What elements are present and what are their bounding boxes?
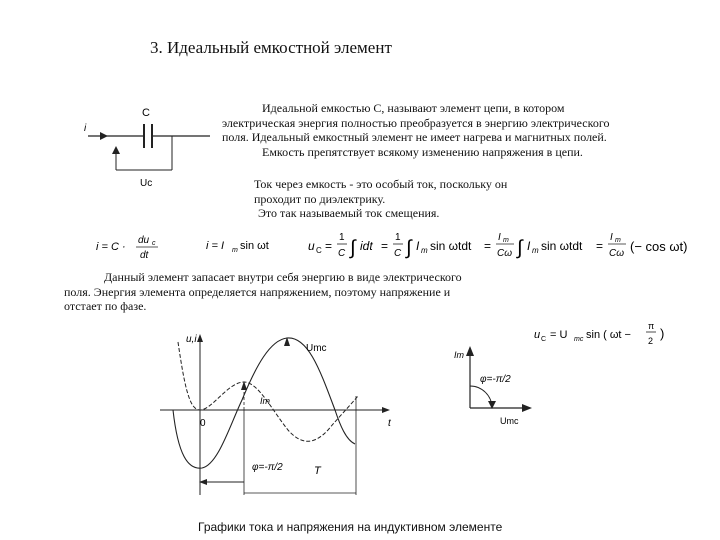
intro-line-3: поля. Идеальный емкостный элемент не имеет нагрева и магнитных полей. — [222, 130, 607, 144]
phasor-diagram — [450, 338, 570, 438]
svg-text:∫: ∫ — [517, 237, 523, 259]
svg-text:I: I — [416, 239, 420, 253]
svg-text:sin ( ωt −: sin ( ωt − — [586, 329, 631, 341]
capacitor-circuit-diagram — [60, 100, 230, 195]
svg-text:2: 2 — [648, 336, 654, 346]
formula-current-sin-graphic — [206, 236, 286, 256]
svg-text:Cω: Cω — [497, 248, 513, 259]
svg-text:Cω: Cω — [609, 248, 625, 259]
svg-text:): ) — [660, 326, 665, 341]
svg-text:∫: ∫ — [350, 237, 356, 259]
voltage-arrow-icon — [112, 146, 120, 154]
slide-title: 3. Идеальный емкостной элемент — [150, 38, 392, 57]
svg-text:m: m — [232, 247, 238, 254]
storage-line-1: Данный элемент запасает внутри себя энергию в виде электрического — [104, 270, 462, 284]
displacement-line-1: Ток через емкость - это особый ток, поскольку он — [254, 177, 508, 191]
svg-text:I: I — [610, 232, 613, 243]
waveform-period-label: T — [314, 465, 321, 477]
waveform-phase-label: φ=-π/2 — [252, 462, 283, 473]
svg-text:idt: idt — [360, 239, 373, 253]
svg-text:sin ωtdt: sin ωtdt — [430, 239, 472, 253]
waveform-voltage-label: Umc — [306, 343, 327, 354]
figure-caption: Графики тока и напряжения на индуктивном элементе — [198, 520, 503, 534]
intro-line-2: электрическая энергия полностью преобразуется в энергию электрического — [222, 115, 610, 130]
svg-text:1: 1 — [395, 232, 401, 243]
svg-text:i = I: i = I — [206, 240, 225, 252]
svg-text:m: m — [615, 237, 621, 244]
svg-text:∫: ∫ — [406, 237, 412, 259]
voltage-label: Uc — [140, 178, 153, 189]
svg-text:1: 1 — [339, 232, 345, 243]
displacement-paragraph — [254, 177, 574, 221]
svg-text:=: = — [596, 239, 604, 253]
svg-text:u: u — [534, 329, 541, 341]
intro-line-1: Идеальной емкостью С, называют элемент цепи, в котором — [262, 101, 565, 115]
formula-voltage-integral-graphic — [308, 228, 708, 262]
storage-paragraph — [64, 270, 526, 314]
waveform-graph — [150, 330, 400, 500]
svg-text:C: C — [541, 336, 547, 343]
formula-current-sin — [206, 236, 286, 261]
svg-text:m: m — [503, 237, 509, 244]
intro-paragraph — [222, 101, 684, 159]
waveform-current-label: Im — [260, 396, 270, 406]
svg-text:sin ωt: sin ωt — [240, 240, 269, 252]
phase-angle-arc — [470, 386, 492, 408]
svg-text:i = C ·: i = C · — [96, 241, 126, 253]
phasor-angle-label: φ=-π/2 — [480, 374, 511, 385]
svg-text:dt: dt — [140, 250, 149, 261]
svg-text:I: I — [527, 239, 531, 253]
waveform-origin-label: 0 — [200, 418, 206, 429]
svg-text:I: I — [498, 232, 501, 243]
phasor-voltage-label: Umc — [500, 416, 519, 426]
svg-text:π: π — [648, 321, 655, 331]
displacement-line-2: проходит по диэлектрику. — [254, 191, 386, 206]
waveform-x-axis-arrow-icon — [382, 407, 390, 413]
svg-text:C: C — [394, 248, 402, 259]
svg-text:=: = — [484, 239, 492, 253]
svg-text:= U: = U — [550, 329, 568, 341]
storage-line-3: отстает по фазе. — [64, 299, 147, 313]
svg-text:C: C — [338, 248, 346, 259]
svg-text:du: du — [138, 235, 150, 246]
storage-line-2: поля. Энергия элемента определяется напряжением, поэтому напряжение и — [64, 284, 451, 299]
svg-text:=: = — [325, 239, 333, 253]
svg-text:c: c — [152, 240, 156, 247]
voltage-phasor-arrow-icon — [522, 404, 532, 412]
svg-text:(− cos ωt): (− cos ωt) — [630, 239, 688, 254]
svg-text:mc: mc — [574, 336, 584, 343]
svg-text:m: m — [421, 246, 428, 255]
current-phasor-arrow-icon — [466, 346, 474, 356]
waveform-x-axis-label: t — [388, 418, 391, 429]
waveform-y-axis-label: u,i — [186, 334, 197, 345]
svg-text:u: u — [308, 239, 315, 253]
svg-text:C: C — [316, 246, 322, 255]
waveform-y-axis-arrow-icon — [197, 334, 203, 342]
displacement-line-3: Это так называемый ток смещения. — [258, 206, 440, 220]
current-label: i — [84, 123, 87, 134]
formula-voltage-integral — [308, 228, 708, 267]
capacitor-label: C — [142, 107, 150, 119]
svg-text:=: = — [381, 239, 389, 253]
formula-current-def — [96, 232, 188, 262]
intro-line-4: Емкость препятствует всякому изменению напряжения в цепи. — [262, 144, 583, 159]
svg-text:m: m — [532, 246, 539, 255]
svg-text:sin ωtdt: sin ωtdt — [541, 239, 583, 253]
phasor-current-label: Im — [454, 350, 464, 360]
formula-current-def-graphic — [96, 232, 188, 262]
current-arrow-icon — [100, 132, 108, 140]
